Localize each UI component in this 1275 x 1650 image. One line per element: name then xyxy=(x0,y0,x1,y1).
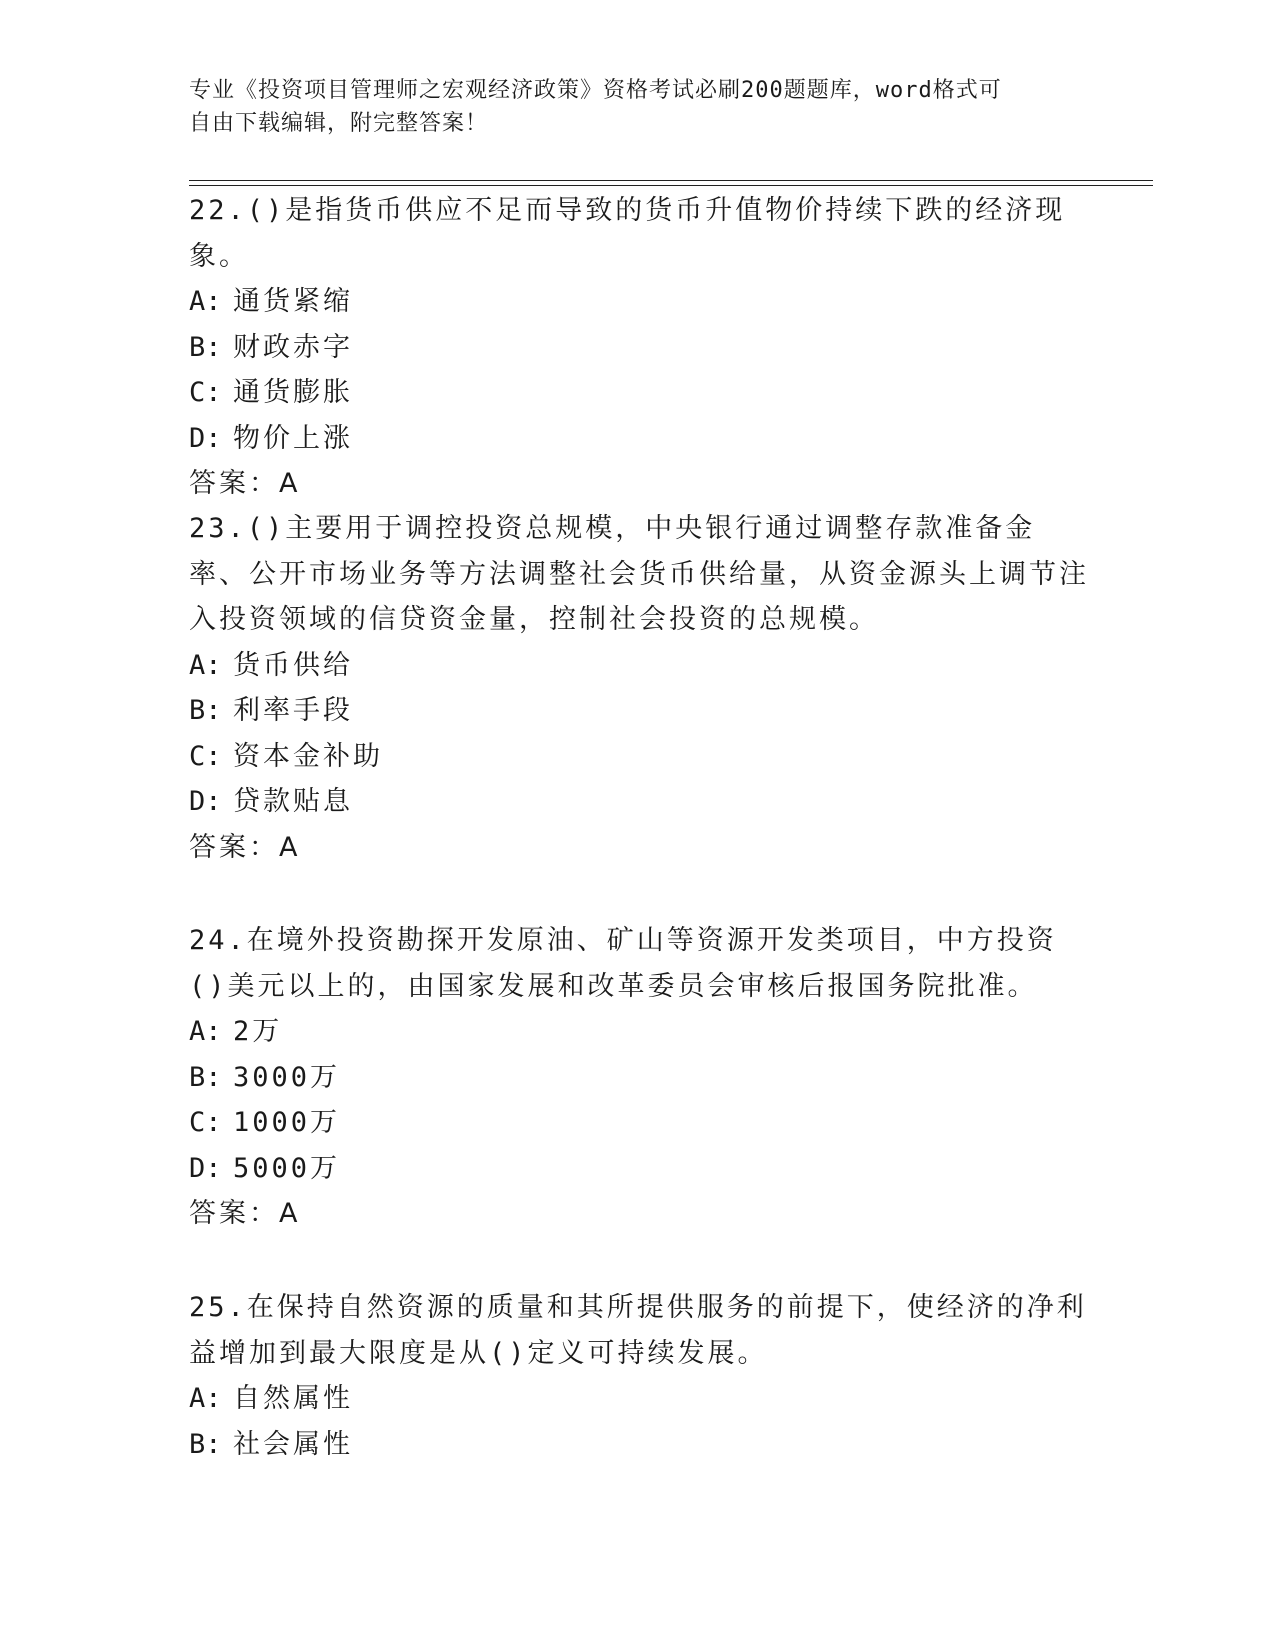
option-b xyxy=(189,1055,1089,1101)
option-c xyxy=(189,370,1089,416)
option-text: 3000万 xyxy=(233,1061,341,1093)
document-header xyxy=(189,74,1089,140)
question-24 xyxy=(189,918,1089,1237)
question-stem: 22.()是指货币供应不足而导致的货币升值物价持续下跌的经济现象。 xyxy=(189,195,1066,272)
option-text: 物价上涨 xyxy=(233,422,353,454)
option-text: 1000万 xyxy=(233,1107,341,1138)
option-c xyxy=(189,1100,1089,1146)
option-text: 贷款贴息 xyxy=(233,786,353,817)
option-letter: B: xyxy=(189,1428,222,1460)
question-22 xyxy=(189,188,1089,507)
question-stem: 23.()主要用于调控投资总规模，中央银行通过调整存款准备金率、公开市场业务等方法调整社会货币供给量，从资金源头上调节注入投资领域的信贷资金量，控制社会投资的总规模。 xyxy=(189,513,1089,635)
option-letter: C: xyxy=(189,377,222,408)
option-letter: C: xyxy=(189,1107,222,1138)
option-letter: A: xyxy=(189,1383,222,1414)
option-letter: C: xyxy=(189,740,222,772)
option-letter: A: xyxy=(189,1016,222,1047)
answer-line: 答案：A xyxy=(189,1198,301,1229)
option-a xyxy=(189,1376,1089,1422)
option-d xyxy=(189,779,1089,825)
option-letter: B: xyxy=(189,1061,222,1093)
option-text: 通货膨胀 xyxy=(233,377,353,408)
option-d xyxy=(189,416,1089,462)
header-line-2: 自由下载编辑，附完整答案！ xyxy=(189,111,489,136)
option-c xyxy=(189,734,1089,780)
question-stem: 24.在境外投资勘探开发原油、矿山等资源开发类项目，中方投资()美元以上的，由国家发展和改革委员会审核后报国务院批准。 xyxy=(189,925,1057,1002)
option-letter: B: xyxy=(189,695,222,726)
header-rule-top xyxy=(189,180,1153,181)
option-letter: D: xyxy=(189,786,222,817)
option-text: 利率手段 xyxy=(233,695,353,726)
question-23 xyxy=(189,506,1089,870)
option-b xyxy=(189,688,1089,734)
option-letter: A: xyxy=(189,286,222,317)
option-text: 自然属性 xyxy=(233,1383,353,1414)
option-letter: A: xyxy=(189,649,222,681)
option-text: 资本金补助 xyxy=(233,740,383,772)
answer-line: 答案：A xyxy=(189,468,301,499)
option-text: 2万 xyxy=(233,1016,283,1047)
option-text: 通货紧缩 xyxy=(233,286,353,317)
option-b xyxy=(189,325,1089,371)
option-text: 财政赤字 xyxy=(233,331,353,363)
header-line-1: 专业《投资项目管理师之宏观经济政策》资格考试必刷200题题库，word格式可 xyxy=(189,78,1002,103)
question-stem: 25.在保持自然资源的质量和其所提供服务的前提下，使经济的净利益增加到最大限度是从()定义可持续发展。 xyxy=(189,1292,1087,1369)
option-a xyxy=(189,279,1089,325)
option-d xyxy=(189,1146,1089,1192)
option-text: 货币供给 xyxy=(233,649,353,681)
option-letter: D: xyxy=(189,1152,222,1184)
option-a xyxy=(189,1009,1089,1055)
answer-line: 答案：A xyxy=(189,831,301,863)
option-b xyxy=(189,1422,1089,1468)
option-a xyxy=(189,643,1089,689)
question-25 xyxy=(189,1285,1089,1467)
header-rule-bottom xyxy=(189,185,1153,186)
option-text: 社会属性 xyxy=(233,1428,353,1460)
option-letter: D: xyxy=(189,422,222,454)
option-letter: B: xyxy=(189,331,222,363)
option-text: 5000万 xyxy=(233,1152,341,1184)
